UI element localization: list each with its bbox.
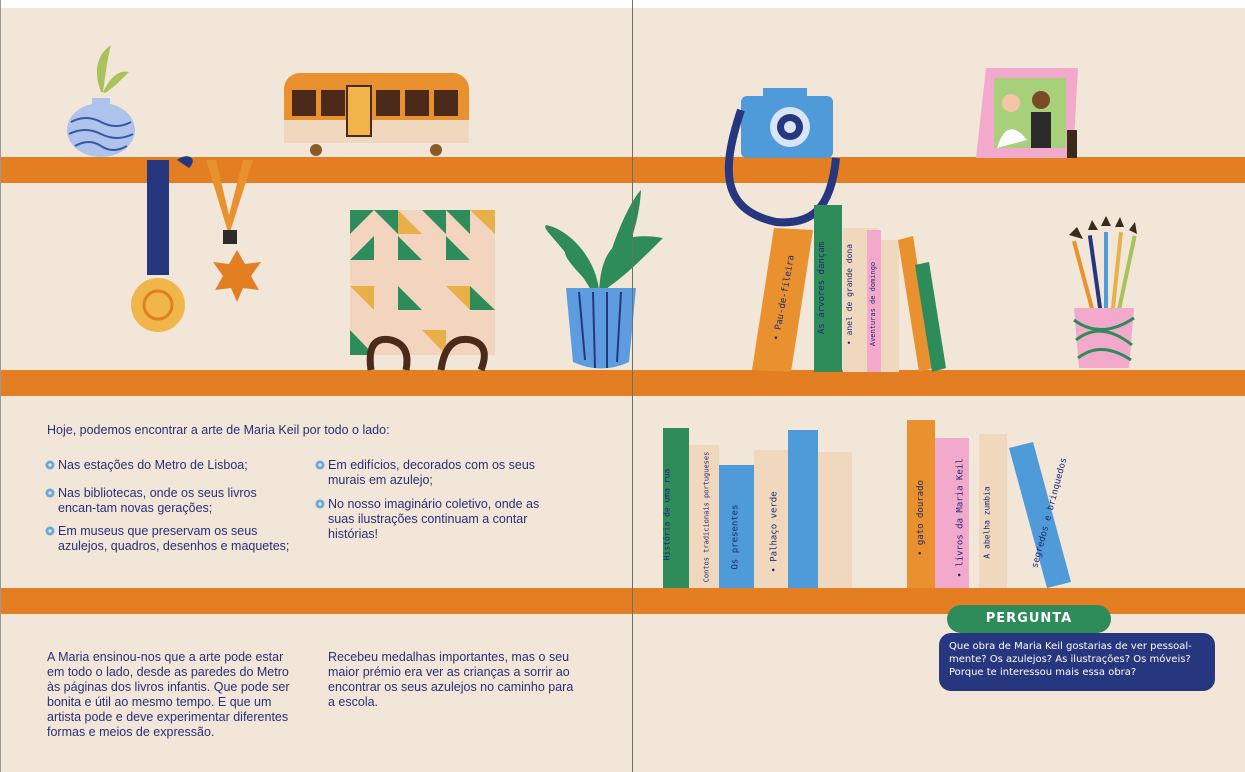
book-title: Aventuras de domingo: [869, 261, 878, 347]
bullet-text: Em museus que preservam os seus azulejos, quadros, desenhos e maquetes;: [58, 524, 290, 553]
plant-icon: [545, 190, 663, 369]
bullet-item: [45, 524, 295, 554]
bullet-text: Nas estações do Metro de Lisboa;: [58, 458, 248, 472]
bullet-item: [45, 458, 295, 473]
book-title: segredos e brinquedos: [1030, 456, 1070, 570]
flower-bullet-icon: [45, 526, 55, 536]
brushes-icon: [1069, 216, 1137, 368]
book-title: • livros da Maria Keil: [955, 458, 966, 578]
book-title: História de uma rua: [662, 468, 672, 561]
flower-bullet-icon: [315, 460, 325, 470]
flower-bullet-icon: [315, 499, 325, 509]
paragraph-1: A Maria ensinou-nos que a arte pode estar em todo o lado, desde as paredes do Metro às páginas dos livros infantis. Que pode ser bonita e útil ao mesmo tempo. E que um artista pode e deve experimentar diferentes formas e meios de expressão.: [47, 650, 290, 739]
tile-panel-icon: [350, 210, 495, 370]
book-title: As árvores dançam: [817, 241, 828, 335]
bullet-text: Em edifícios, decorados com os seus murais em azulejo;: [328, 458, 536, 487]
book-title: • Pau-de-fileira: [771, 254, 797, 342]
book-title: • anel de grande dona: [845, 243, 855, 346]
book-title: Contos tradicionais portugueses: [702, 451, 711, 583]
bullet-item: [45, 486, 295, 516]
vase-icon: [67, 45, 135, 157]
photo-frame-icon: [976, 68, 1078, 158]
intro-text: Hoje, podemos encontrar a arte de Maria Keil por todo o lado:: [47, 423, 390, 437]
flower-bullet-icon: [45, 488, 55, 498]
question-text: Que obra de Maria Keil gostarias de ver pessoal-mente? Os azulejos? As ilustrações? Os móveis? Porque te interessou mais essa obra?: [939, 633, 1215, 691]
book-title: • Palhaço verde: [769, 491, 780, 573]
book-title: Os presentes: [730, 504, 741, 570]
books-lower-left-icon: [663, 428, 852, 588]
bullet-item: [315, 458, 565, 488]
tram-icon: [284, 73, 469, 156]
book-title: • gato dourado: [915, 480, 926, 556]
bullet-text: No nosso imaginário coletivo, onde as suas ilustrações continuam a contar histórias!: [328, 497, 540, 541]
page-spine: [632, 0, 633, 772]
medal-icon: [131, 156, 261, 332]
bullet-text: Nas bibliotecas, onde os seus livros encan-tam novas gerações;: [58, 486, 257, 515]
camera-icon: [729, 88, 836, 222]
paragraph-2: Recebeu medalhas importantes, mas o seu maior prémio era ver as crianças a sorrir ao encontrar os seus azulejos no caminho para a escola.: [328, 650, 574, 709]
bullet-item: [315, 497, 565, 542]
book-title: A abelha zumbia: [982, 486, 992, 559]
flower-bullet-icon: [45, 460, 55, 470]
question-label: PERGUNTA: [947, 605, 1111, 633]
